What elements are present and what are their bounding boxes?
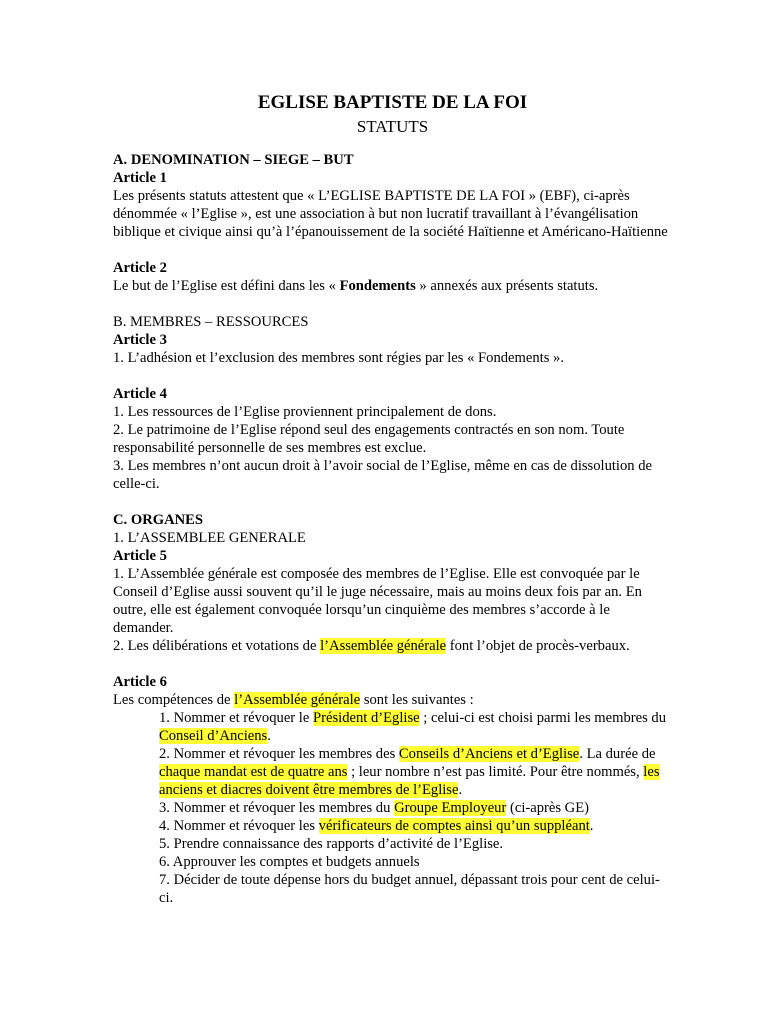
article-5-label: Article 5 xyxy=(113,548,167,564)
article-6-item-7: 7. Décider de toute dépense hors du budget annuel, dépassant trois pour cent de celui-ci. xyxy=(159,872,660,906)
article-4-label: Article 4 xyxy=(113,386,167,402)
article-1-text: Les présents statuts attestent que « L’EGLISE BAPTISTE DE LA FOI » (EBF), ci-après dénommée « l’Eglise », est une association à but non lucratif travaillant à l’évangélisation biblique et civique ainsi qu’à l’épanouissement de la société Haïtienne et Américano-Haïtienne xyxy=(113,188,668,240)
article-5-line-1: 1. L’Assemblée générale est composée des membres de l’Eglise. Elle est convoquée par le Conseil d’Eglise aussi souvent qu’il le juge nécessaire, mais au moins deux fois par an. En outre, elle est également convoquée lorsqu’un cinquième des membres s’accorde à le demander. xyxy=(113,566,642,636)
article-4-line-2: 2. Le patrimoine de l’Eglise répond seul des engagements contractés en son nom. Toute responsabilité personnelle de ses membres est exclue. xyxy=(113,422,625,456)
article-1-label: Article 1 xyxy=(113,170,167,186)
article-5-line-2-post: font l’objet de procès-verbaux. xyxy=(446,638,630,654)
section-c-subheading: 1. L’ASSEMBLEE GENERALE xyxy=(113,530,306,546)
highlight-conseil-anciens: Conseil d’Anciens xyxy=(159,728,268,744)
article-5-line-2-pre: 2. Les délibérations et votations de xyxy=(113,638,321,654)
item-1-part-b: ; celui-ci est choisi parmi les membres du xyxy=(419,710,667,726)
document-title: EGLISE BAPTISTE DE LA FOI xyxy=(257,92,528,113)
article-6-item-6: 6. Approuver les comptes et budgets annuels xyxy=(159,854,420,870)
highlight-conseils: Conseils d’Anciens et d’Eglise xyxy=(398,746,580,762)
item-1-part-c: . xyxy=(267,728,271,744)
item-2-part-c: ; leur nombre n’est pas limité. Pour être nommés, xyxy=(347,764,644,780)
item-1-part-a: 1. Nommer et révoquer le xyxy=(159,710,313,726)
highlight-president: Président d’Eglise xyxy=(313,710,420,726)
item-3-part-b: (ci-après GE) xyxy=(506,800,589,816)
highlight-assemblee-2: l’Assemblée générale xyxy=(234,692,361,708)
article-6-intro xyxy=(113,691,668,709)
article-3-line-1: 1. L’adhésion et l’exclusion des membres sont régies par les « Fondements ». xyxy=(113,350,564,366)
article-3-label: Article 3 xyxy=(113,332,167,348)
article-4-line-1: 1. Les ressources de l’Eglise proviennent principalement de dons. xyxy=(113,404,497,420)
section-a-heading: A. DENOMINATION – SIEGE – BUT xyxy=(113,152,354,168)
item-3-part-a: 3. Nommer et révoquer les membres du xyxy=(159,800,395,816)
item-4-part-b: . xyxy=(589,818,594,834)
article-6-list xyxy=(113,709,668,907)
article-6-item-2 xyxy=(159,745,668,799)
highlight-groupe-employeur: Groupe Employeur xyxy=(394,800,507,816)
item-2-part-b: . La durée de xyxy=(579,746,656,762)
article-5-line-2 xyxy=(113,637,668,655)
article-6-item-3 xyxy=(159,799,668,817)
document-subtitle: STATUTS xyxy=(356,117,429,136)
article-2-text xyxy=(113,277,668,295)
highlight-mandat: chaque mandat est de quatre ans xyxy=(159,764,348,780)
section-b-heading: B. MEMBRES – RESSOURCES xyxy=(113,314,309,330)
article-6-item-4 xyxy=(159,817,668,835)
article-2-label: Article 2 xyxy=(113,260,167,276)
article-2-text-pre: Le but de l’Eglise est défini dans les « xyxy=(113,278,340,294)
section-c-heading: C. ORGANES xyxy=(113,512,204,528)
article-4-line-3: 3. Les membres n’ont aucun droit à l’avoir social de l’Eglise, même en cas de dissolution de celle-ci. xyxy=(113,458,653,492)
article-6-intro-post: sont les suivantes : xyxy=(360,692,474,708)
article-2-fondements: Fondements xyxy=(339,278,416,294)
article-6-intro-pre: Les compétences de xyxy=(113,692,235,708)
article-6-item-5: 5. Prendre connaissance des rapports d’activité de l’Eglise. xyxy=(159,836,504,852)
highlight-verificateurs: vérificateurs de comptes ainsi qu’un suppléant xyxy=(318,818,590,834)
article-2-text-post: » annexés aux présents statuts. xyxy=(415,278,599,294)
item-2-part-d: . xyxy=(458,782,463,798)
highlight-anciens-diacres: les anciens et diacres doivent être membres de l’Eglise xyxy=(159,764,660,798)
highlight-assemblee: l’Assemblée générale xyxy=(320,638,447,654)
item-2-part-a: 2. Nommer et révoquer les membres des xyxy=(159,746,399,762)
article-6-label: Article 6 xyxy=(113,674,167,690)
article-6-item-1 xyxy=(159,709,668,745)
item-4-part-a: 4. Nommer et révoquer les xyxy=(159,818,319,834)
